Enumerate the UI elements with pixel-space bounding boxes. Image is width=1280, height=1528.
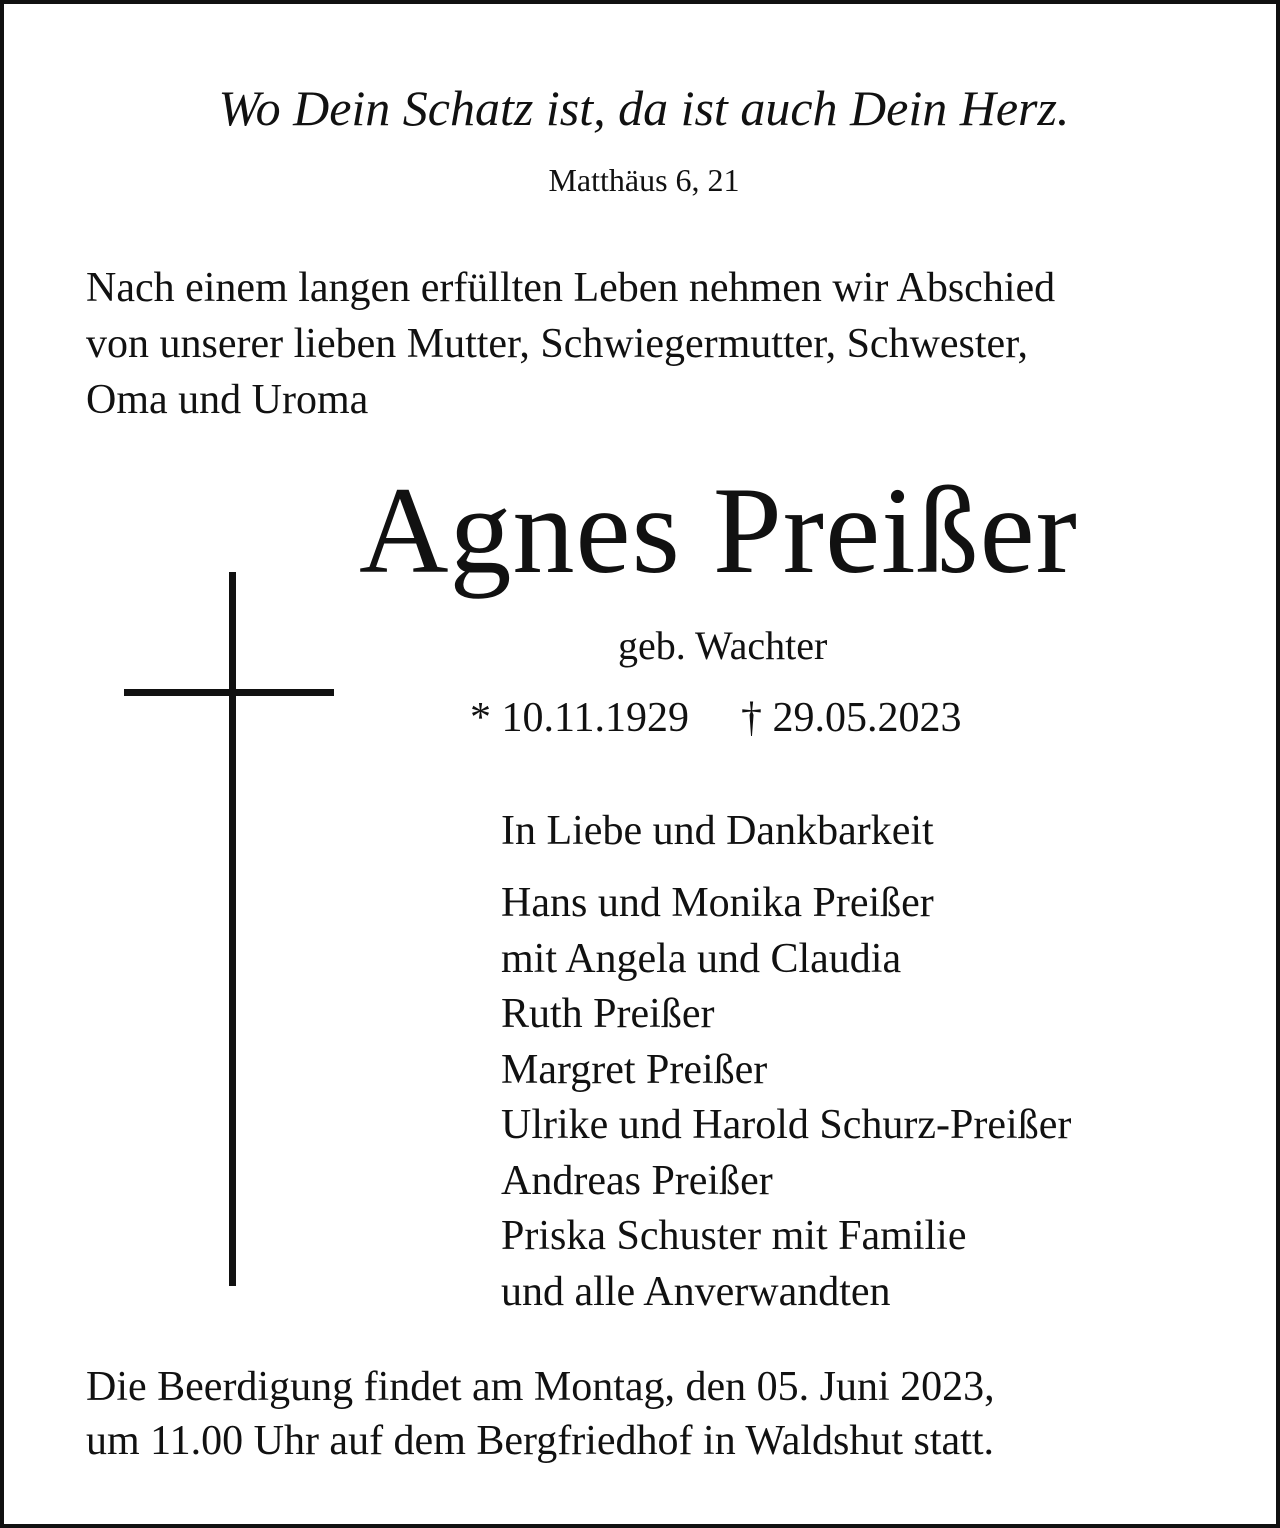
deceased-name: Agnes Preißer (359, 462, 1078, 599)
mourner-line: Hans und Monika Preißer (501, 880, 934, 926)
funeral-info (86, 1360, 995, 1468)
cross-icon-bar (124, 689, 334, 696)
mourners-list (501, 876, 1071, 1320)
funeral-line: um 11.00 Uhr auf dem Bergfriedhof in Waldshut statt. (86, 1418, 995, 1464)
mourner-line: Andreas Preißer (501, 1157, 773, 1204)
mourner-line: Priska Schuster mit Familie (501, 1213, 967, 1259)
mourner-line: Margret Preißer (501, 1046, 768, 1093)
life-dates (470, 692, 961, 744)
intro-text (86, 260, 1055, 428)
intro-line: Nach einem langen erfüllten Leben nehmen wir Abschied (86, 265, 1056, 311)
mourner-line: und alle Anverwandten (501, 1268, 891, 1315)
cross-icon (229, 572, 236, 1286)
mourner-line: Ulrike und Harold Schurz-Preißer (501, 1102, 1072, 1148)
verse-reference: Matthäus 6, 21 (548, 162, 740, 198)
thanks-line: In Liebe und Dankbarkeit (501, 808, 934, 854)
mourner-line: mit Angela und Claudia (501, 935, 902, 982)
funeral-line: Die Beerdigung findet am Montag, den 05. Juni 2023, (86, 1364, 995, 1410)
bible-quote: Wo Dein Schatz ist, da ist auch Dein Herz. (218, 80, 1070, 136)
intro-line: von unserer lieben Mutter, Schwiegermutter, Schwester, (86, 321, 1029, 367)
intro-line: Oma und Uroma (86, 377, 369, 423)
birth-date: * 10.11.1929 (470, 695, 689, 741)
maiden-name: geb. Wachter (618, 623, 828, 668)
mourner-line: Ruth Preißer (501, 991, 715, 1037)
death-date: † 29.05.2023 (740, 695, 962, 741)
